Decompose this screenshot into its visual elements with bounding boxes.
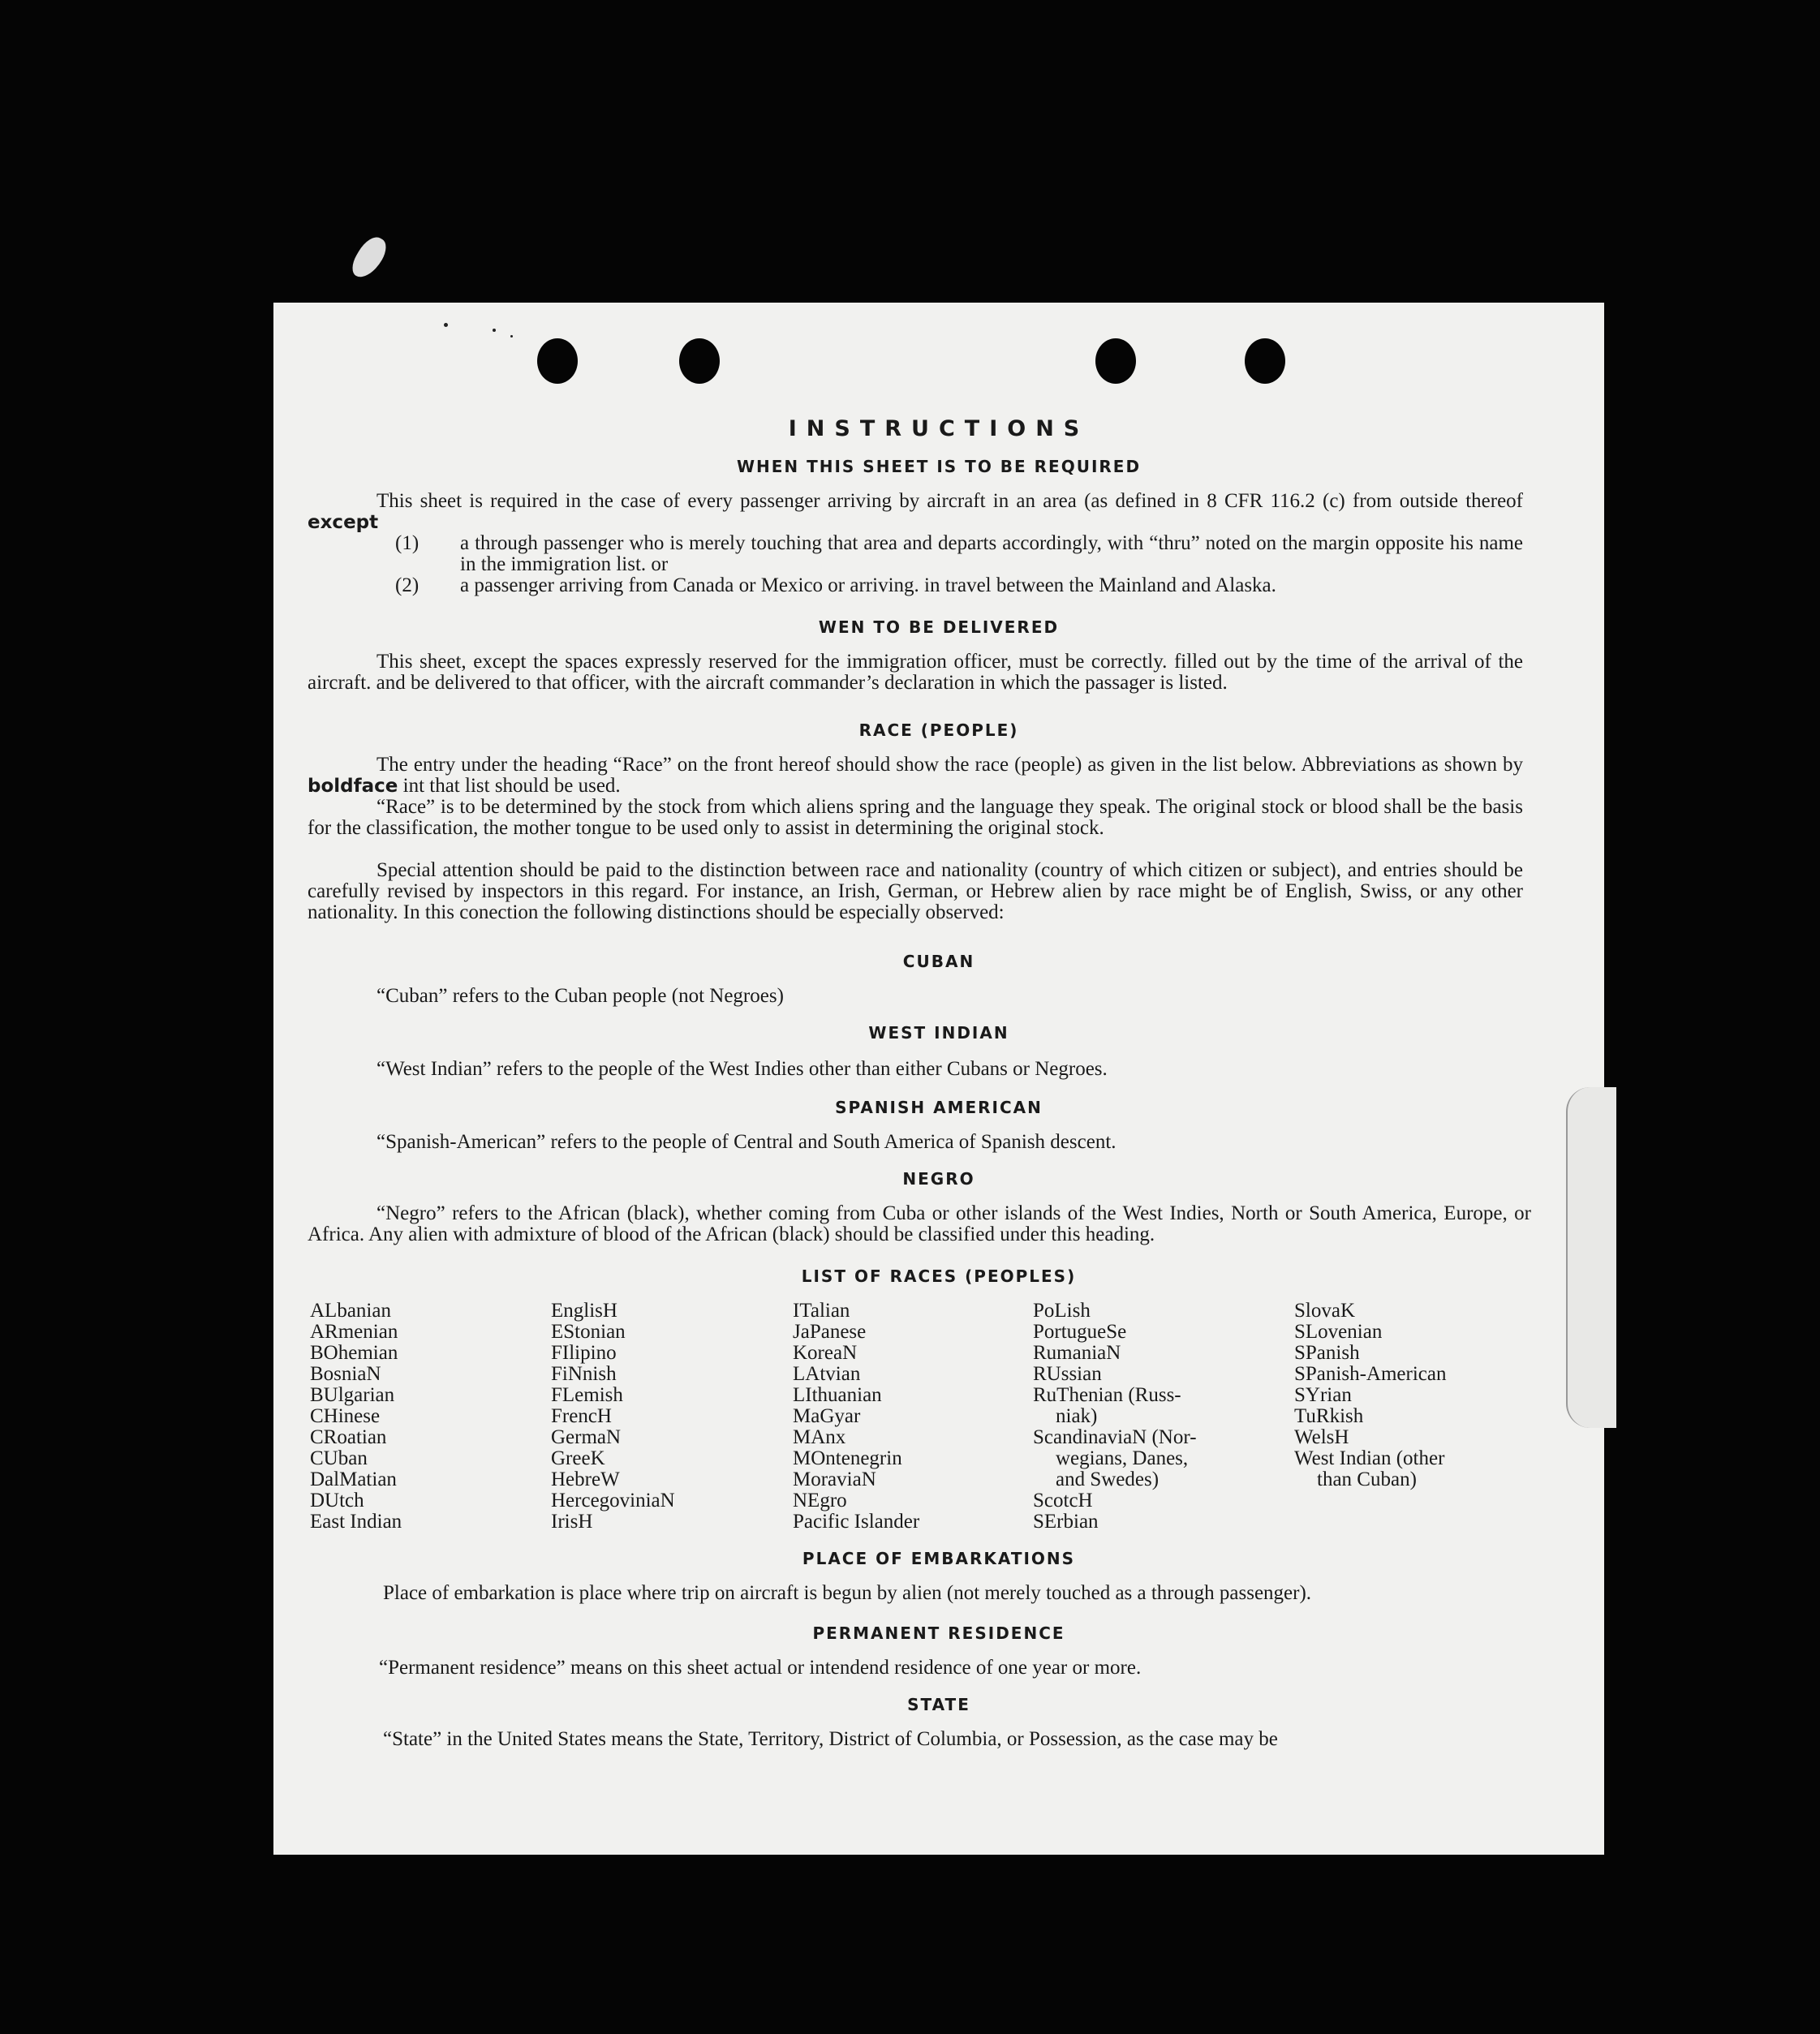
race-paragraph-3: Special attention should be paid to the distinction between race and nationality (country of which citizen or subject), and entries should be carefully revised by inspectors in this regard. For instance, an Irish, German, or Hebrew alien by race might be of English, Swiss, or any other nationality. In this conection the following distinctions should be especially observed: <box>308 859 1523 923</box>
punch-hole <box>537 338 578 384</box>
race-item: FrencH <box>551 1405 612 1427</box>
race-item: niak) <box>1056 1405 1098 1427</box>
race-item: and Swedes) <box>1056 1469 1160 1490</box>
section-heading-cuban: CUBAN <box>902 952 975 971</box>
race-item: KoreaN <box>793 1342 858 1364</box>
race-item: RuThenian (Russ- <box>1033 1384 1181 1406</box>
race-item: wegians, Danes, <box>1056 1447 1189 1469</box>
race-item: DalMatian <box>310 1469 397 1490</box>
required-item-2: (2) a passenger arriving from Canada or Mexico or arriving. in travel between the Mainland and Alaska. <box>395 574 1276 596</box>
races-column-1 <box>310 1301 402 1533</box>
punch-hole <box>1245 338 1285 384</box>
race-item: SPanish <box>1294 1342 1360 1364</box>
race-item: ScotcH <box>1033 1490 1093 1512</box>
races-column-5 <box>1294 1301 1446 1490</box>
required-item-1: (1) a through passenger who is merely touching that area and departs accordingly, with “thru” noted on the margin opposite his name in the immigration list. or <box>395 532 1523 575</box>
section-heading-spanish-american: SPANISH AMERICAN <box>835 1098 1043 1117</box>
speck <box>444 323 448 327</box>
race-item: FLemish <box>551 1384 623 1406</box>
race-item: LIthuanian <box>793 1384 882 1406</box>
delivered-text: This sheet, except the spaces expressly reserved for the immigration officer, must be correctly. filled out by the time of the arrival of the aircraft. and be delivered to that officer, with the aircraft commander’s declaration in which the passager is listed. <box>308 651 1523 694</box>
race-item: CRoatian <box>310 1426 387 1448</box>
race-item: HebreW <box>551 1469 620 1490</box>
section-heading-state: STATE <box>907 1695 970 1714</box>
race-item: CHinese <box>310 1405 381 1427</box>
race-item: WelsH <box>1294 1426 1349 1448</box>
race-item: EStonian <box>551 1321 626 1343</box>
race-item: Pacific Islander <box>793 1511 920 1533</box>
race-item: GermaN <box>551 1426 622 1448</box>
race-item: MOntenegrin <box>793 1447 902 1469</box>
section-heading-west-indian: WEST INDIAN <box>868 1023 1009 1043</box>
cuban-text: “Cuban” refers to the Cuban people (not Negroes) <box>376 985 784 1007</box>
race-item: LAtvian <box>793 1363 861 1385</box>
race-item: IrisH <box>551 1511 593 1533</box>
section-heading-negro: NEGRO <box>902 1169 975 1189</box>
spanish-american-text: “Spanish-American” refers to the people of Central and South America of Spanish descent. <box>376 1131 1117 1153</box>
punch-hole <box>679 338 720 384</box>
race-item: MaGyar <box>793 1405 861 1427</box>
race-item: SLovenian <box>1294 1321 1383 1343</box>
race-paragraph-1: The entry under the heading “Race” on the front hereof should show the race (people) as given in the list below. Abbreviations as shown by boldface int that list should be used. <box>308 754 1523 797</box>
race-item: JaPanese <box>793 1321 867 1343</box>
section-heading-required: WHEN THIS SHEET IS TO BE REQUIRED <box>736 457 1142 476</box>
race-item: SPanish-American <box>1294 1363 1447 1385</box>
race-item: PortugueSe <box>1033 1321 1127 1343</box>
race-item: EnglisH <box>551 1300 617 1322</box>
race-item: West Indian (other <box>1294 1447 1445 1469</box>
race-item: BOhemian <box>310 1342 398 1364</box>
section-heading-delivered: WEN TO BE DELIVERED <box>818 617 1060 637</box>
punch-hole <box>1095 338 1136 384</box>
section-heading-race: RACE (PEOPLE) <box>858 720 1019 740</box>
races-column-3 <box>793 1301 919 1533</box>
paper-smudge <box>347 232 390 283</box>
race-item: NEgro <box>793 1490 847 1512</box>
race-item: BUlgarian <box>310 1384 395 1406</box>
section-heading-list-of-races: LIST OF RACES (PEOPLES) <box>801 1266 1077 1286</box>
embarkation-text: Place of embarkation is place where trip on aircraft is begun by alien (not merely touched as a through passenger). <box>383 1582 1312 1604</box>
race-item: ScandinaviaN (Nor- <box>1033 1426 1197 1448</box>
section-heading-embarkation: PLACE OF EMBARKATIONS <box>802 1549 1076 1568</box>
race-item: DUtch <box>310 1490 364 1512</box>
race-item: MAnx <box>793 1426 846 1448</box>
race-item: SlovaK <box>1294 1300 1355 1322</box>
race-paragraph-2: “Race” is to be determined by the stock from which aliens spring and the language they speak. The original stock or blood shall be the basis for the classification, the mother tongue to be used only to assist in determining the original stock. <box>308 796 1523 839</box>
section-heading-residence: PERMANENT RESIDENCE <box>812 1623 1065 1643</box>
race-item: ITalian <box>793 1300 850 1322</box>
race-item: East Indian <box>310 1511 402 1533</box>
race-item: ALbanian <box>310 1300 391 1322</box>
state-text: “State” in the United States means the State, Territory, District of Columbia, or Possession, as the case may be <box>383 1728 1278 1750</box>
race-item: SErbian <box>1033 1511 1099 1533</box>
races-column-4 <box>1033 1301 1197 1533</box>
races-column-2 <box>551 1301 675 1533</box>
race-item: GreeK <box>551 1447 605 1469</box>
residence-text: “Permanent residence” means on this sheet actual or intendend residence of one year or more. <box>379 1657 1142 1679</box>
race-item: TuRkish <box>1294 1405 1364 1427</box>
race-item: BosniaN <box>310 1363 381 1385</box>
race-item: FIlipino <box>551 1342 617 1364</box>
document-sheet <box>273 303 1604 1855</box>
speck <box>510 335 513 338</box>
west-indian-text: “West Indian” refers to the people of the West Indies other than either Cubans or Negroes. <box>376 1058 1108 1080</box>
race-item: MoraviaN <box>793 1469 876 1490</box>
page-title: INSTRUCTIONS <box>788 416 1090 441</box>
negro-text: “Negro” refers to the African (black), whether coming from Cuba or other islands of the West Indies, North or South America, Europe, or Africa. Any alien with admixture of blood of the African (black) should be classified under this heading. <box>308 1202 1531 1245</box>
race-item: RUssian <box>1033 1363 1102 1385</box>
race-item: PoLish <box>1033 1300 1091 1322</box>
race-item: CUban <box>310 1447 368 1469</box>
race-item: RumaniaN <box>1033 1342 1121 1364</box>
race-item: than Cuban) <box>1317 1469 1417 1490</box>
torn-edge-flap <box>1566 1087 1616 1428</box>
required-intro: This sheet is required in the case of every passenger arriving by aircraft in an area (as defined in 8 CFR 116.2 (c) from outside thereof except <box>308 490 1523 533</box>
race-item: FiNnish <box>551 1363 617 1385</box>
race-item: HercegoviniaN <box>551 1490 675 1512</box>
speck <box>493 329 496 332</box>
race-item: ARmenian <box>310 1321 398 1343</box>
race-item: SYrian <box>1294 1384 1352 1406</box>
